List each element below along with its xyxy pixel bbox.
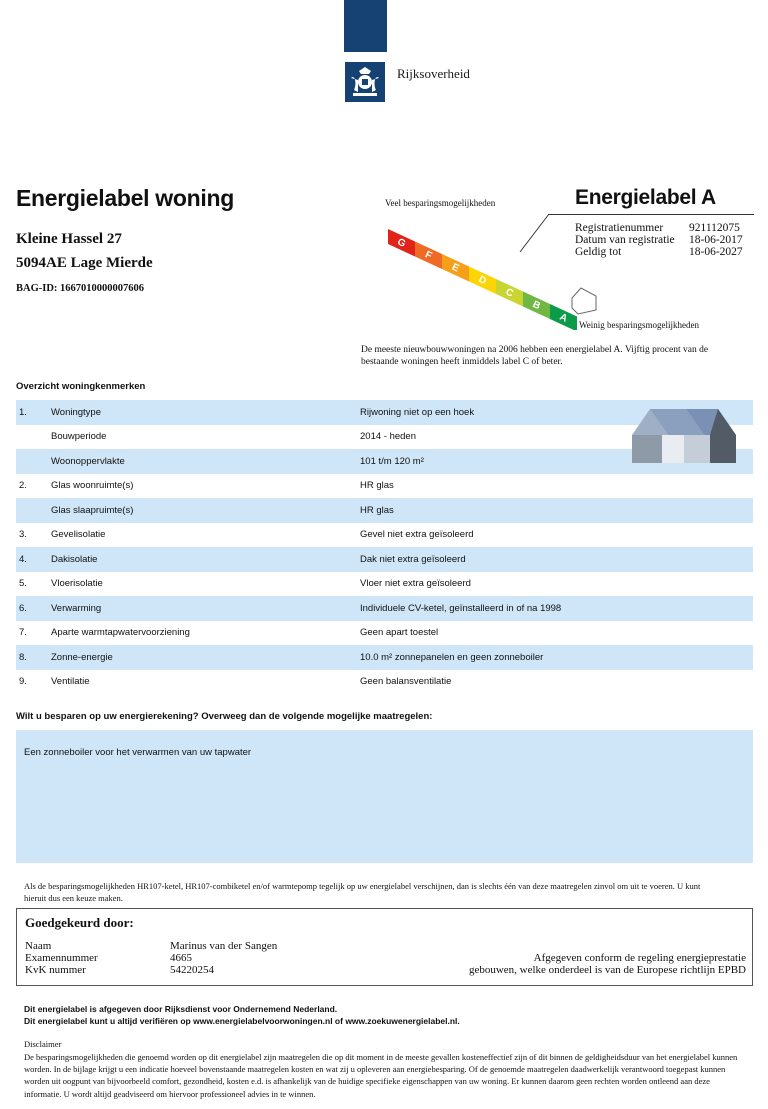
row-label: Ventilatie: [51, 676, 90, 688]
row-value: Individuele CV-ketel, geïnstalleerd in of na 1998: [360, 602, 562, 614]
row-number: 9.: [19, 676, 27, 688]
row-value: Dak niet extra geïsoleerd: [360, 553, 466, 565]
approval-row: [25, 952, 277, 964]
advice-box: [16, 730, 753, 863]
meta-value: 921112075: [689, 222, 740, 234]
row-label: Zonne-energie: [51, 651, 113, 663]
row-value: HR glas: [360, 504, 394, 516]
brand-name: Rijksoverheid: [397, 66, 470, 81]
scale-letter: C: [503, 286, 515, 300]
scale-letter: E: [449, 261, 461, 275]
row-value: 2014 - heden: [360, 431, 416, 443]
meta-key: Geldig tot: [575, 246, 622, 258]
issued-line: Dit energielabel is afgegeven door Rijksdienst voor Ondernemend Nederland.: [24, 1004, 338, 1014]
label-heading: Energielabel A: [575, 186, 716, 209]
meta-row: [575, 234, 743, 246]
issued-text: [24, 1003, 460, 1027]
row-number: 5.: [19, 578, 27, 590]
row-value: Geen apart toestel: [360, 627, 439, 639]
meta-key: Registratienummer: [575, 222, 664, 234]
disclaimer-title: Disclaimer: [24, 1039, 62, 1049]
label-connector: [519, 213, 551, 253]
label-meta: [575, 222, 743, 258]
advice-item: Een zonneboiler voor het verwarmen van uw tapwater: [24, 747, 252, 758]
row-label: Aparte warmtapwatervoorziening: [51, 627, 190, 639]
row-value: HR glas: [360, 480, 394, 492]
table-row: [16, 645, 753, 670]
row-value: Rijwoning niet op een hoek: [360, 406, 475, 418]
approval-value: Marinus van der Sangen: [170, 940, 278, 952]
row-label: Glas woonruimte(s): [51, 480, 134, 492]
meta-value: 18-06-2017: [689, 234, 743, 246]
scale-bottom-label: Weinig besparingsmogelijkheden: [579, 320, 699, 330]
row-label: Woningtype: [51, 406, 101, 418]
address-street: Kleine Hassel 27: [16, 231, 122, 247]
scale-letter: G: [395, 236, 408, 250]
row-house-icon: [628, 401, 740, 467]
row-label: Glas slaapruimte(s): [51, 504, 134, 516]
approval-row: [25, 964, 277, 976]
approval-key: Naam: [25, 940, 52, 952]
row-value: 101 t/m 120 m²: [360, 455, 424, 467]
table-row: [16, 523, 753, 548]
disclaimer-body: De besparingsmogelijkheden die genoemd worden op dit energielabel zijn maatregelen die op dit moment in de meeste gevallen kosteneffectief zijn of dit binnen de geldigheidsduur van het energielabel kunnen worden. In de bijlage krijgt u een indicatie hoeveel bovenstaande maatregelen kosten en wat zij u opleveren aan energiebesparing. Of de genoemde maatregelen daadwerkelijk verantwoord toegepast kunnen worden uit oogpunt van bijvoorbeeld comfort, gezondheid, kosten e.d. is afhankelijk van de huidige specifieke eigenschappen van uw woning. Er kunnen daarom geen rechten worden ontleend aan deze informatie. U wordt altijd geadviseerd om hiervoor professioneel advies in te winnen.: [24, 1052, 738, 1099]
approval-rows: [25, 940, 277, 976]
row-number: 3.: [19, 529, 27, 541]
table-row: [16, 670, 753, 695]
row-number: 1.: [19, 406, 27, 418]
row-number: 8.: [19, 651, 27, 663]
meta-key: Datum van registratie: [575, 234, 675, 246]
row-value: Geen balansventilatie: [360, 676, 452, 688]
row-value: Vloer niet extra geïsoleerd: [360, 578, 471, 590]
approval-box: [16, 908, 753, 986]
table-row: [16, 596, 753, 621]
label-divider: [548, 214, 754, 215]
scale-letter: D: [476, 274, 488, 288]
advice-question: Wilt u besparen op uw energierekening? Overweeg dan de volgende mogelijke maatregelen:: [16, 711, 433, 722]
approval-value: 4665: [170, 952, 192, 964]
meta-value: 18-06-2027: [689, 246, 743, 258]
row-label: Verwarming: [51, 602, 102, 614]
measures-note: Als de besparingsmogelijkheden HR107-ketel, HR107-combiketel en/of warmtepomp tegelijk op uw energielabel verschijnen, dan is slechts één van deze maatregelen zinvol om uit te voeren. U kunt hieruit dus een keuze maken.: [24, 881, 701, 903]
table-row: [16, 621, 753, 646]
meta-row: [575, 222, 743, 234]
row-label: Woonoppervlakte: [51, 455, 125, 467]
scale-house-marker: [572, 288, 596, 314]
scale-letter: F: [423, 249, 434, 262]
header-bar: [344, 0, 387, 52]
table-row: [16, 474, 753, 499]
row-number: 6.: [19, 602, 27, 614]
approval-value: 54220254: [170, 964, 214, 976]
table-row: [16, 547, 753, 572]
approval-key: KvK nummer: [25, 964, 86, 976]
approval-title: Goedgekeurd door:: [25, 915, 134, 930]
conform-line: gebouwen, welke onderdeel is van de Europese richtlijn EPBD: [468, 964, 746, 976]
conform-line: Afgegeven conform de regeling energieprestatie: [533, 952, 746, 964]
row-number: 2.: [19, 480, 27, 492]
row-label: Dakisolatie: [51, 553, 98, 565]
meta-row: [575, 246, 743, 258]
scale-letter: B: [530, 299, 542, 313]
row-label: Bouwperiode: [51, 431, 107, 443]
conform-text: [469, 952, 746, 976]
bag-id: BAG-ID: 1667010000007606: [16, 283, 145, 294]
table-row: [16, 572, 753, 597]
scale-letter: A: [557, 311, 569, 325]
table-row: [16, 498, 753, 523]
row-value: 10.0 m² zonnepanelen en geen zonneboiler: [360, 651, 544, 663]
row-number: 4.: [19, 553, 27, 565]
address-city: 5094AE Lage Mierde: [16, 255, 153, 271]
explanation-text: De meeste nieuwbouwwoningen na 2006 hebben een energielabel A. Vijftig procent van de bestaande woningen heeft inmiddels label C of beter.: [361, 345, 709, 367]
approval-row: [25, 940, 277, 952]
row-value: Gevel niet extra geïsoleerd: [360, 529, 474, 541]
page-title: Energielabel woning: [16, 185, 234, 211]
approval-key: Examennummer: [25, 952, 98, 964]
issued-line: Dit energielabel kunt u altijd verifiëren op www.energielabelvoorwoningen.nl of www.zoekuwenergielabel.nl.: [24, 1016, 460, 1026]
crest-icon: [345, 62, 385, 102]
row-label: Gevelisolatie: [51, 529, 106, 541]
row-label: Vloerisolatie: [51, 578, 103, 590]
scale-top-label: Veel besparingsmogelijkheden: [385, 198, 496, 208]
overview-title: Overzicht woningkenmerken: [16, 381, 146, 392]
row-number: 7.: [19, 627, 27, 639]
